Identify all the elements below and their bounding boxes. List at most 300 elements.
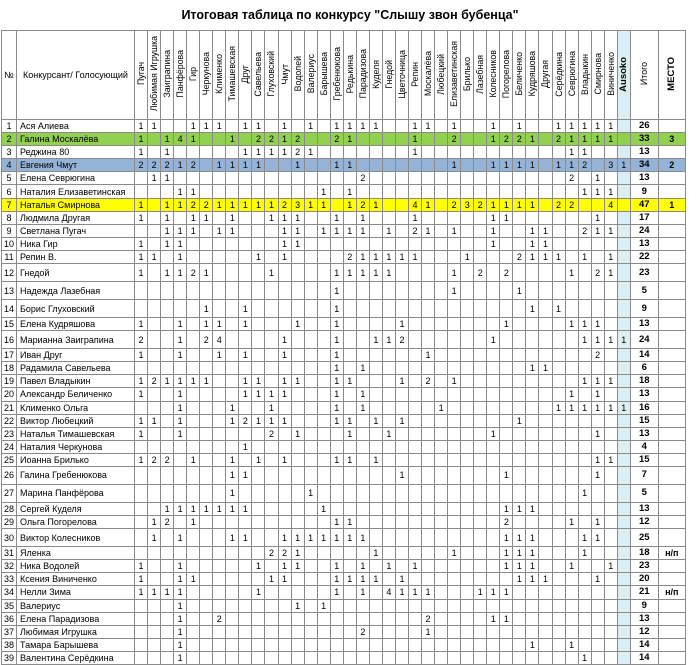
vote-cell xyxy=(578,516,591,529)
vote-cell xyxy=(200,484,213,502)
vote-cell xyxy=(330,237,343,250)
vote-cell xyxy=(578,573,591,586)
vote-cell xyxy=(187,560,200,573)
vote-cell xyxy=(435,172,448,185)
vote-cell xyxy=(343,440,356,453)
vote-cell xyxy=(304,211,317,224)
vote-cell xyxy=(369,612,382,625)
vote-cell xyxy=(200,349,213,362)
vote-cell xyxy=(474,414,487,427)
vote-cell: 2 xyxy=(161,516,174,529)
vote-cell: 1 xyxy=(565,516,578,529)
vote-cell: 1 xyxy=(226,453,239,466)
vote-cell xyxy=(187,625,200,638)
vote-cell: 2 xyxy=(148,375,161,388)
vote-cell xyxy=(148,185,161,198)
row-number: 17 xyxy=(2,349,17,362)
vote-cell xyxy=(591,237,604,250)
vote-cell: 2 xyxy=(213,612,226,625)
vote-cell xyxy=(252,651,265,664)
vote-cell xyxy=(304,185,317,198)
vote-cell: 1 xyxy=(278,453,291,466)
vote-cell: 1 xyxy=(135,349,148,362)
vote-cell xyxy=(369,133,382,146)
vote-cell xyxy=(461,516,474,529)
table-row xyxy=(2,331,686,349)
vote-cell xyxy=(591,159,604,172)
vote-cell xyxy=(369,318,382,331)
place-value xyxy=(658,146,685,159)
vote-cell: 1 xyxy=(174,349,187,362)
vote-cell xyxy=(565,573,578,586)
vote-cell xyxy=(291,414,304,427)
vote-cell xyxy=(291,453,304,466)
vote-cell xyxy=(161,349,174,362)
vote-cell xyxy=(461,560,474,573)
vote-cell: 1 xyxy=(591,133,604,146)
vote-cell xyxy=(565,529,578,547)
vote-cell: 1 xyxy=(578,375,591,388)
vote-cell: 1 xyxy=(304,120,317,133)
voter-column-header-label: Севрюгина xyxy=(566,51,577,97)
vote-cell xyxy=(369,146,382,159)
vote-cell xyxy=(382,651,395,664)
vote-cell: 1 xyxy=(304,146,317,159)
vote-cell: 1 xyxy=(278,331,291,349)
vote-cell xyxy=(174,362,187,375)
vote-cell xyxy=(500,440,513,453)
contestant-name: Ника Водолей xyxy=(17,560,135,573)
vote-cell xyxy=(317,362,330,375)
vote-cell: 1 xyxy=(330,331,343,349)
vote-cell xyxy=(408,300,421,318)
contestant-name: Радамила Савельева xyxy=(17,362,135,375)
table-row xyxy=(2,237,686,250)
vote-cell: 1 xyxy=(500,198,513,211)
place-value xyxy=(658,211,685,224)
vote-cell: 1 xyxy=(213,224,226,237)
vote-cell: 1 xyxy=(552,250,565,263)
vote-cell xyxy=(187,362,200,375)
vote-cell xyxy=(369,224,382,237)
voter-column-header-label: Пугач xyxy=(136,62,147,86)
vote-cell: 1 xyxy=(578,146,591,159)
vote-cell xyxy=(395,282,408,300)
vote-cell: 1 xyxy=(356,573,369,586)
vote-cell xyxy=(474,331,487,349)
vote-cell: 1 xyxy=(278,573,291,586)
vote-cell xyxy=(461,414,474,427)
vote-cell: 1 xyxy=(135,198,148,211)
vote-cell: 1 xyxy=(239,146,252,159)
vote-cell: 1 xyxy=(526,529,539,547)
vote-cell xyxy=(487,638,500,651)
vote-cell: 1 xyxy=(252,414,265,427)
voter-column-header xyxy=(200,31,213,120)
vote-cell xyxy=(617,427,630,440)
vote-cell xyxy=(565,185,578,198)
vote-cell xyxy=(161,599,174,612)
place-value xyxy=(658,625,685,638)
vote-cell xyxy=(265,484,278,502)
table-row xyxy=(2,375,686,388)
vote-cell xyxy=(200,516,213,529)
vote-cell xyxy=(474,172,487,185)
vote-cell xyxy=(474,349,487,362)
vote-cell xyxy=(304,440,317,453)
vote-cell xyxy=(408,388,421,401)
vote-cell xyxy=(513,401,526,414)
vote-cell xyxy=(252,502,265,515)
vote-cell xyxy=(252,331,265,349)
vote-cell xyxy=(135,401,148,414)
vote-cell: 1 xyxy=(278,250,291,263)
vote-cell: 1 xyxy=(591,453,604,466)
vote-cell xyxy=(213,638,226,651)
vote-cell: 1 xyxy=(422,586,435,599)
contestant-name: Наталия Черкунова xyxy=(17,440,135,453)
vote-cell: 1 xyxy=(252,375,265,388)
vote-cell: 1 xyxy=(187,224,200,237)
header-number: № xyxy=(2,31,17,120)
vote-cell xyxy=(200,529,213,547)
contestant-name: Елена Парадизова xyxy=(17,612,135,625)
total-score: 12 xyxy=(630,516,658,529)
vote-cell xyxy=(187,612,200,625)
vote-cell: 1 xyxy=(161,146,174,159)
vote-cell: 2 xyxy=(265,547,278,560)
vote-cell xyxy=(578,264,591,282)
vote-cell xyxy=(278,362,291,375)
vote-cell xyxy=(382,349,395,362)
contestant-name: Репин В. xyxy=(17,250,135,263)
contestant-name: Елена Севрюгина xyxy=(17,172,135,185)
vote-cell xyxy=(461,133,474,146)
vote-cell xyxy=(565,224,578,237)
vote-cell: 1 xyxy=(565,264,578,282)
vote-cell: 1 xyxy=(448,224,461,237)
table-row xyxy=(2,172,686,185)
vote-cell xyxy=(578,466,591,484)
vote-cell: 1 xyxy=(487,586,500,599)
vote-cell xyxy=(474,547,487,560)
vote-cell xyxy=(239,586,252,599)
vote-cell xyxy=(226,516,239,529)
voter-column-header-label: Кудряшова xyxy=(527,51,538,97)
vote-cell: 1 xyxy=(174,573,187,586)
vote-cell: 1 xyxy=(343,198,356,211)
results-table xyxy=(1,30,686,665)
voter-column-header-label: Любимая Игрушка xyxy=(149,36,160,112)
vote-cell xyxy=(395,237,408,250)
place-value xyxy=(658,120,685,133)
vote-cell xyxy=(526,414,539,427)
vote-cell: 1 xyxy=(408,120,421,133)
vote-cell xyxy=(382,502,395,515)
vote-cell: 1 xyxy=(187,133,200,146)
vote-cell xyxy=(291,625,304,638)
vote-cell xyxy=(317,146,330,159)
vote-cell xyxy=(526,264,539,282)
vote-cell xyxy=(422,560,435,573)
vote-cell xyxy=(213,573,226,586)
vote-cell xyxy=(369,440,382,453)
vote-cell xyxy=(617,586,630,599)
vote-cell xyxy=(291,362,304,375)
contestant-name: Павел Владыкин xyxy=(17,375,135,388)
vote-cell xyxy=(552,375,565,388)
vote-cell xyxy=(408,484,421,502)
vote-cell: 1 xyxy=(565,159,578,172)
vote-cell xyxy=(252,612,265,625)
vote-cell xyxy=(474,401,487,414)
vote-cell: 1 xyxy=(500,211,513,224)
vote-cell xyxy=(356,318,369,331)
table-row xyxy=(2,388,686,401)
vote-cell xyxy=(448,349,461,362)
vote-cell: 2 xyxy=(187,264,200,282)
vote-cell xyxy=(539,427,552,440)
vote-cell xyxy=(187,414,200,427)
header-total xyxy=(630,31,658,120)
vote-cell xyxy=(252,318,265,331)
vote-cell: 1 xyxy=(200,264,213,282)
vote-cell xyxy=(461,484,474,502)
vote-cell: 2 xyxy=(265,427,278,440)
vote-cell xyxy=(343,388,356,401)
vote-cell xyxy=(317,388,330,401)
vote-cell xyxy=(239,599,252,612)
vote-cell xyxy=(343,638,356,651)
vote-cell xyxy=(148,264,161,282)
vote-cell xyxy=(278,599,291,612)
total-score: 26 xyxy=(630,120,658,133)
vote-cell xyxy=(291,388,304,401)
vote-cell: 1 xyxy=(369,331,382,349)
vote-cell xyxy=(291,651,304,664)
vote-cell xyxy=(369,625,382,638)
place-value xyxy=(658,401,685,414)
header-place-label: МЕСТО xyxy=(665,57,677,91)
vote-cell: 1 xyxy=(578,484,591,502)
vote-cell xyxy=(500,349,513,362)
vote-cell: 1 xyxy=(382,427,395,440)
vote-cell: 1 xyxy=(174,237,187,250)
vote-cell: 1 xyxy=(200,375,213,388)
vote-cell: 2 xyxy=(161,159,174,172)
vote-cell: 1 xyxy=(135,388,148,401)
vote-cell: 1 xyxy=(591,318,604,331)
vote-cell xyxy=(500,427,513,440)
voter-column-header xyxy=(474,31,487,120)
vote-cell: 1 xyxy=(343,185,356,198)
vote-cell xyxy=(578,638,591,651)
vote-cell xyxy=(148,362,161,375)
row-number: 1 xyxy=(2,120,17,133)
vote-cell: 1 xyxy=(239,159,252,172)
page-title: Итоговая таблица по конкурсу "Слышу звон бубенца" xyxy=(181,8,519,22)
vote-cell xyxy=(526,375,539,388)
vote-cell: 1 xyxy=(239,388,252,401)
voter-column-header-label: Погорелова xyxy=(501,49,512,99)
vote-cell xyxy=(395,516,408,529)
vote-cell xyxy=(148,547,161,560)
vote-cell: 1 xyxy=(148,516,161,529)
vote-cell xyxy=(291,466,304,484)
vote-cell: 1 xyxy=(356,224,369,237)
vote-cell: 1 xyxy=(174,159,187,172)
vote-cell xyxy=(461,453,474,466)
vote-cell xyxy=(604,146,617,159)
vote-cell xyxy=(291,440,304,453)
table-row xyxy=(2,427,686,440)
voter-column-header xyxy=(135,31,148,120)
place-value xyxy=(658,375,685,388)
vote-cell xyxy=(187,331,200,349)
vote-cell xyxy=(226,237,239,250)
vote-cell xyxy=(356,453,369,466)
vote-cell: 1 xyxy=(395,573,408,586)
vote-cell: 2 xyxy=(591,264,604,282)
total-score: 9 xyxy=(630,599,658,612)
vote-cell xyxy=(304,362,317,375)
vote-cell: 1 xyxy=(174,599,187,612)
table-row xyxy=(2,466,686,484)
vote-cell: 1 xyxy=(161,264,174,282)
vote-cell xyxy=(395,349,408,362)
voter-column-header-label: Смирнова xyxy=(592,53,603,95)
vote-cell xyxy=(617,573,630,586)
vote-cell xyxy=(265,440,278,453)
vote-cell: 2 xyxy=(422,612,435,625)
vote-cell xyxy=(369,237,382,250)
vote-cell xyxy=(317,427,330,440)
vote-cell xyxy=(148,484,161,502)
vote-cell xyxy=(474,362,487,375)
vote-cell xyxy=(382,237,395,250)
vote-cell xyxy=(239,264,252,282)
total-score: 20 xyxy=(630,573,658,586)
vote-cell xyxy=(148,211,161,224)
table-row xyxy=(2,453,686,466)
vote-cell: 1 xyxy=(252,146,265,159)
vote-cell xyxy=(239,638,252,651)
vote-cell: 1 xyxy=(278,414,291,427)
vote-cell xyxy=(200,172,213,185)
vote-cell xyxy=(330,638,343,651)
vote-cell xyxy=(526,318,539,331)
vote-cell xyxy=(161,427,174,440)
vote-cell xyxy=(435,466,448,484)
vote-cell xyxy=(500,185,513,198)
vote-cell xyxy=(617,264,630,282)
vote-cell xyxy=(304,414,317,427)
vote-cell xyxy=(526,331,539,349)
table-row xyxy=(2,185,686,198)
vote-cell xyxy=(474,185,487,198)
vote-cell: 2 xyxy=(500,133,513,146)
vote-cell xyxy=(317,651,330,664)
voter-column-header xyxy=(330,31,343,120)
vote-cell: 1 xyxy=(330,414,343,427)
vote-cell xyxy=(148,300,161,318)
vote-cell xyxy=(526,516,539,529)
vote-cell xyxy=(513,651,526,664)
vote-cell xyxy=(552,573,565,586)
vote-cell xyxy=(317,250,330,263)
vote-cell: 1 xyxy=(513,573,526,586)
vote-cell xyxy=(539,560,552,573)
vote-cell xyxy=(474,133,487,146)
vote-cell: 1 xyxy=(330,159,343,172)
vote-cell xyxy=(513,362,526,375)
vote-cell xyxy=(422,484,435,502)
vote-cell xyxy=(226,638,239,651)
vote-cell: 1 xyxy=(174,401,187,414)
vote-cell xyxy=(604,573,617,586)
vote-cell xyxy=(422,300,435,318)
vote-cell: 1 xyxy=(591,375,604,388)
vote-cell xyxy=(200,573,213,586)
total-score: 13 xyxy=(630,427,658,440)
vote-cell: 1 xyxy=(369,264,382,282)
vote-cell xyxy=(578,427,591,440)
vote-cell xyxy=(461,529,474,547)
vote-cell xyxy=(578,388,591,401)
vote-cell xyxy=(591,599,604,612)
vote-cell xyxy=(161,414,174,427)
vote-cell xyxy=(552,331,565,349)
vote-cell xyxy=(487,516,500,529)
table-row xyxy=(2,625,686,638)
vote-cell: 1 xyxy=(356,211,369,224)
vote-cell xyxy=(187,427,200,440)
total-score: 18 xyxy=(630,547,658,560)
vote-cell: 1 xyxy=(174,560,187,573)
vote-cell xyxy=(461,388,474,401)
vote-cell xyxy=(200,237,213,250)
row-number: 24 xyxy=(2,440,17,453)
vote-cell: 1 xyxy=(448,264,461,282)
vote-cell xyxy=(356,349,369,362)
vote-cell: 1 xyxy=(356,388,369,401)
row-number: 16 xyxy=(2,331,17,349)
vote-cell xyxy=(435,349,448,362)
vote-cell xyxy=(304,300,317,318)
vote-cell xyxy=(617,466,630,484)
vote-cell: 1 xyxy=(291,237,304,250)
vote-cell xyxy=(487,318,500,331)
vote-cell xyxy=(435,502,448,515)
vote-cell xyxy=(539,172,552,185)
vote-cell xyxy=(317,484,330,502)
vote-cell xyxy=(356,440,369,453)
vote-cell xyxy=(187,651,200,664)
vote-cell: 1 xyxy=(382,331,395,349)
vote-cell xyxy=(474,529,487,547)
vote-cell xyxy=(278,516,291,529)
vote-cell xyxy=(591,625,604,638)
vote-cell: 2 xyxy=(265,133,278,146)
vote-cell: 1 xyxy=(604,401,617,414)
vote-cell xyxy=(304,573,317,586)
vote-cell xyxy=(474,484,487,502)
vote-cell: 1 xyxy=(278,375,291,388)
vote-cell xyxy=(252,638,265,651)
vote-cell xyxy=(422,250,435,263)
vote-cell xyxy=(604,388,617,401)
place-value xyxy=(658,414,685,427)
